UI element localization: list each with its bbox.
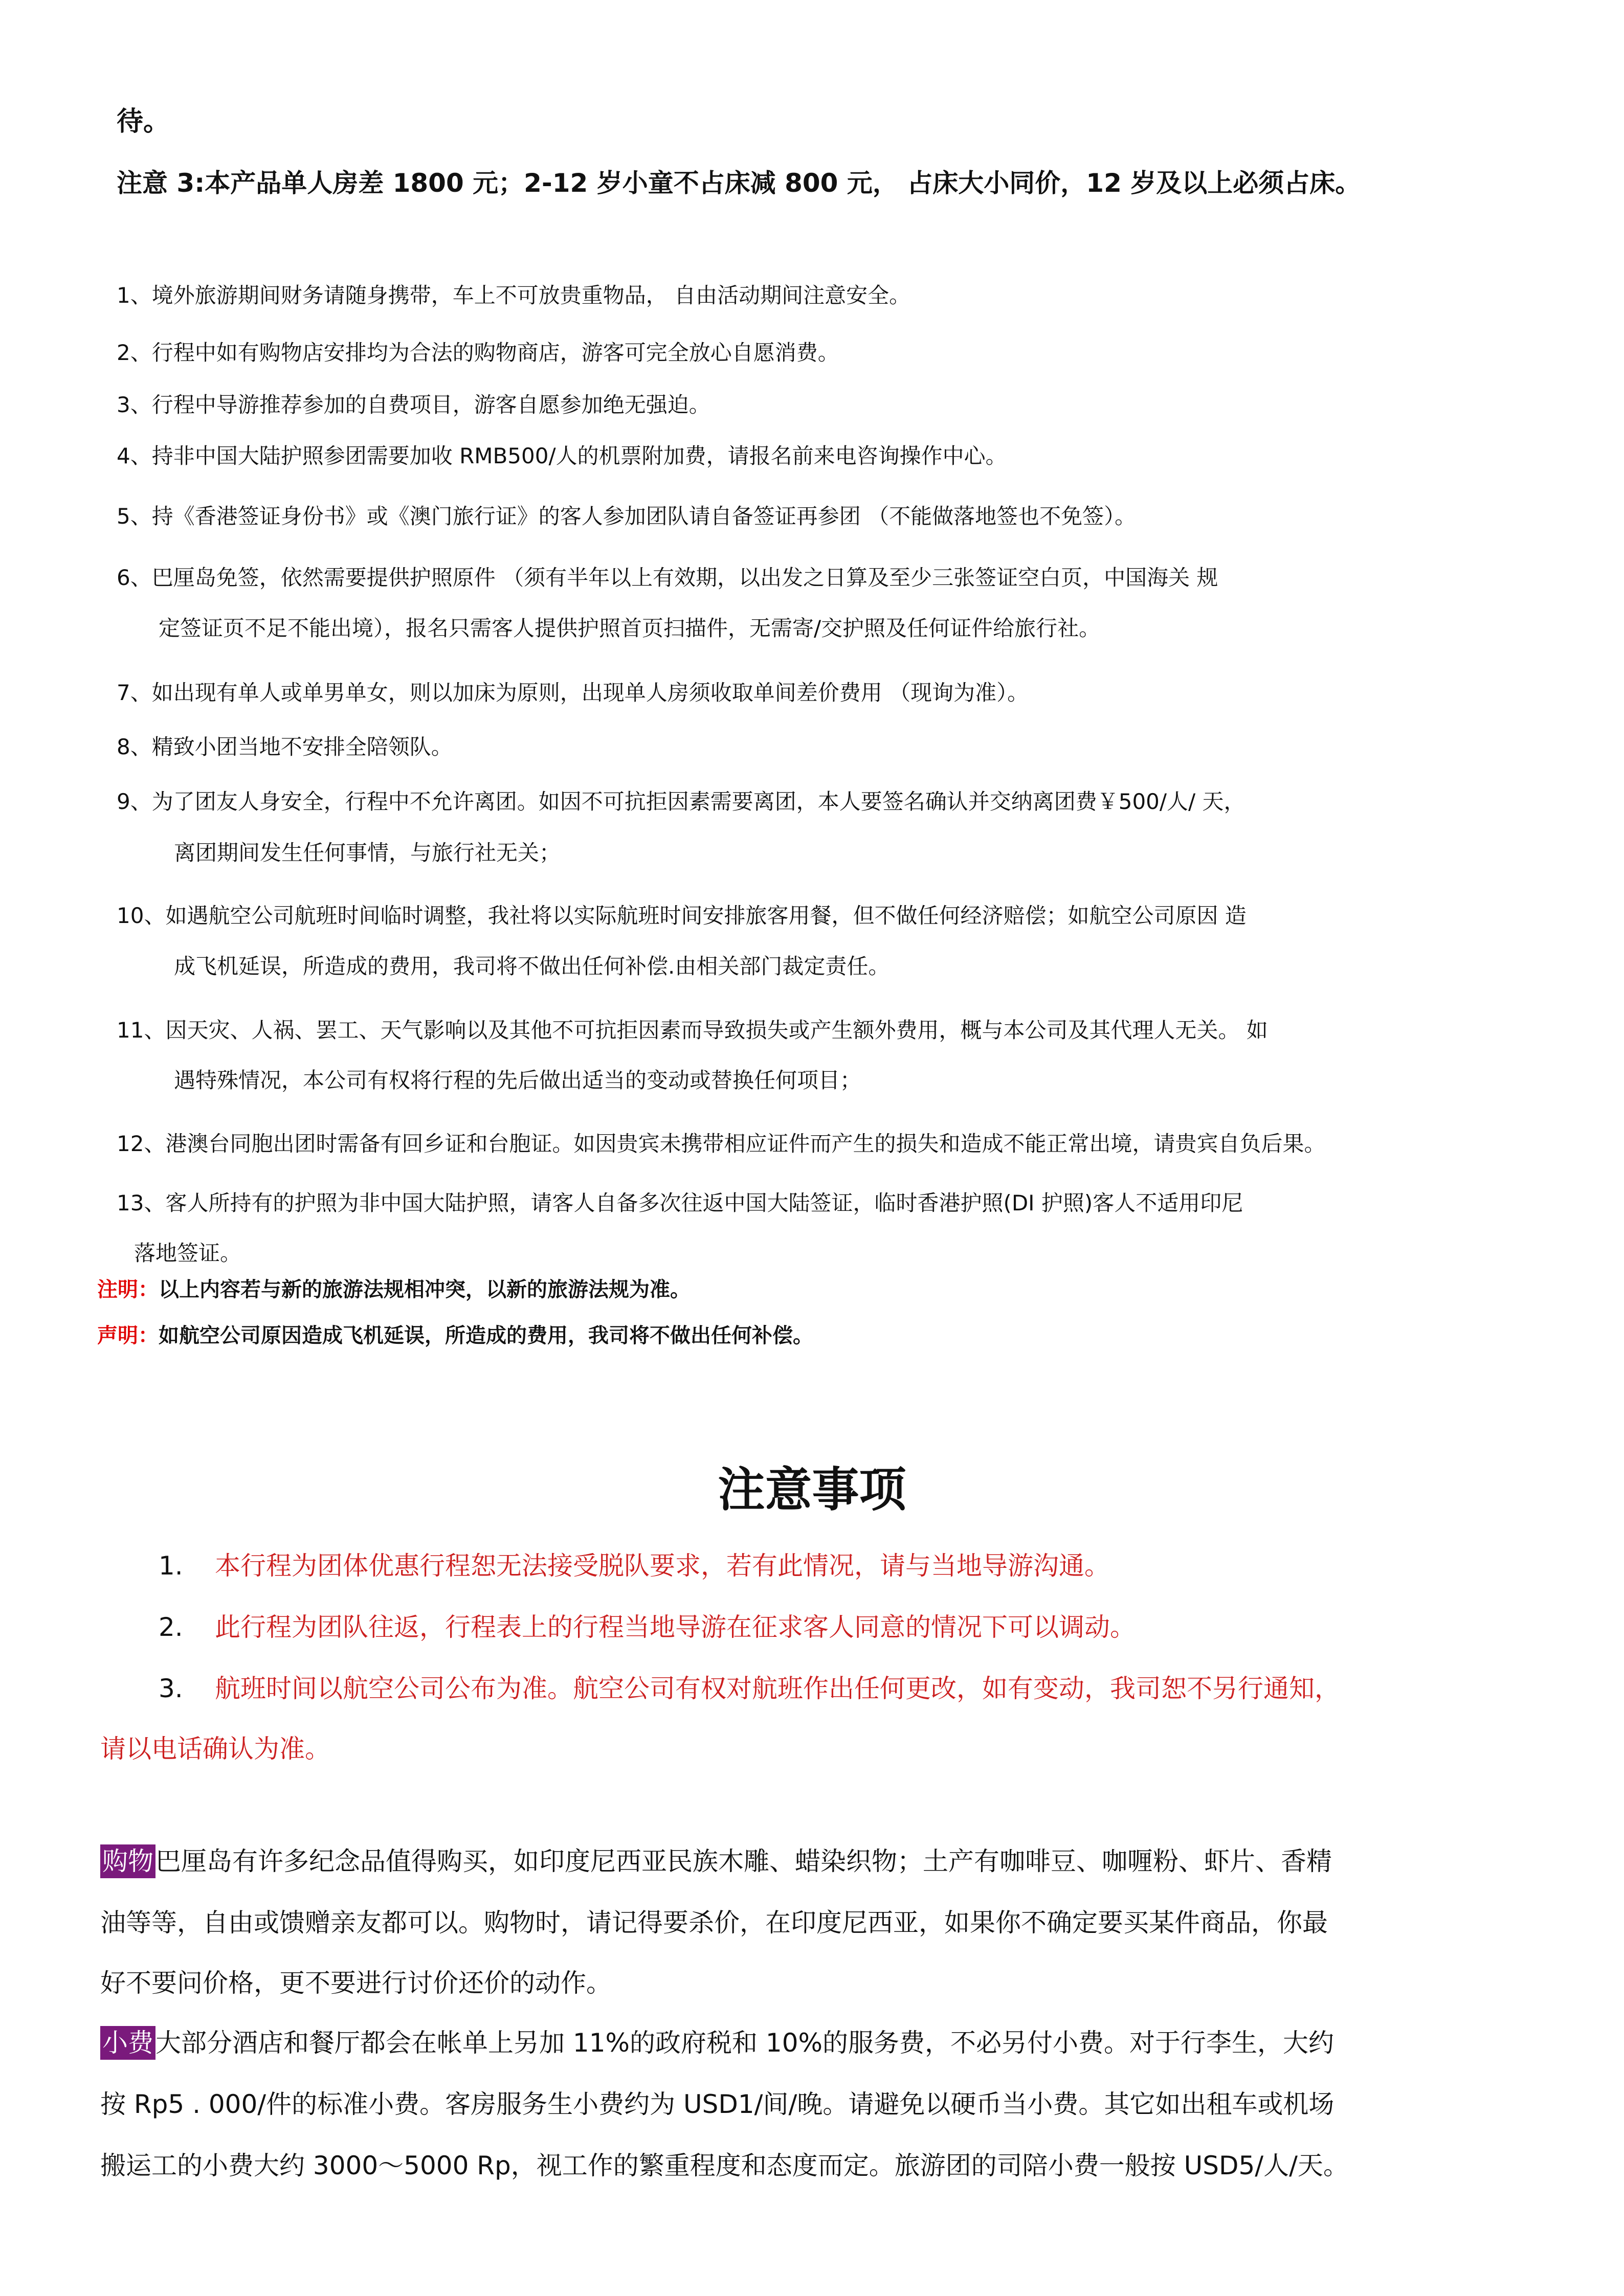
notice-item-1 bbox=[159, 1545, 1110, 1582]
tip-item-9-cont: 离团期间发生任何事情，与旅行社无关； bbox=[174, 840, 561, 865]
tip-item-9: 9、为了团友人身安全，行程中不允许离团。如因不可抗拒因素需要离团，本人要签名确认并交纳离团费￥500/人/ 天， bbox=[117, 789, 1245, 814]
remark-statement-label: 声明： bbox=[97, 1324, 159, 1347]
remark-note-label: 注明： bbox=[97, 1278, 159, 1301]
notice-item-2 bbox=[159, 1607, 1136, 1644]
tip-item-13: 13、客人所持有的护照为非中国大陆护照，请客人自备多次往返中国大陆签证，临时香港护照(DI 护照)客人不适用印尼 bbox=[117, 1190, 1243, 1215]
notice-wait-text: 待。 bbox=[117, 106, 170, 137]
tipping-line-3: 搬运工的小费大约 3000～5000 Rp，视工作的繁重程度和态度而定。旅游团的司陪小费一般按 USD5/人/天。 bbox=[100, 2151, 1349, 2180]
shopping-line-1 bbox=[100, 1841, 1332, 1878]
tip-item-11-cont: 遇特殊情况，本公司有权将行程的先后做出适当的变动或替换任何项目； bbox=[174, 1068, 862, 1093]
tipping-text-1: 大部分酒店和餐厅都会在帐单上另加 11%的政府税和 10%的服务费，不必另付小费。对于行李生，大约 bbox=[155, 2028, 1334, 2058]
notice-item-1-text: 本行程为团体优惠行程恕无法接受脱队要求，若有此情况，请与当地导游沟通。 bbox=[215, 1551, 1110, 1581]
remark-note-text: 以上内容若与新的旅游法规相冲突，以新的旅游法规为准。 bbox=[159, 1278, 691, 1301]
shopping-tag: 购物 bbox=[100, 1844, 155, 1878]
tip-item-5: 5、持《香港签证身份书》或《澳门旅行证》的客人参加团队请自备签证再参团 （不能做落地签也不免签）。 bbox=[117, 504, 1137, 529]
tipping-line-1 bbox=[100, 2022, 1334, 2059]
notice-item-3-num: 3. bbox=[159, 1674, 183, 1703]
tip-item-6-cont: 定签证页不足不能出境），报名只需客人提供护照首页扫描件，无需寄/交护照及任何证件给旅行社。 bbox=[159, 616, 1101, 641]
tip-item-7: 7、如出现有单人或单男单女，则以加床为原则，出现单人房须收取单间差价费用 （现询为准）。 bbox=[117, 680, 1029, 705]
shopping-line-3: 好不要问价格，更不要进行讨价还价的动作。 bbox=[100, 1968, 612, 1998]
tip-item-10: 10、如遇航空公司航班时间临时调整，我社将以实际航班时间安排旅客用餐，但不做任何经济赔偿；如航空公司原因 造 bbox=[117, 903, 1247, 928]
tip-item-13-cont: 落地签证。 bbox=[134, 1241, 242, 1266]
tip-item-1: 1、境外旅游期间财务请随身携带，车上不可放贵重物品， 自由活动期间注意安全。 bbox=[117, 283, 911, 308]
remark-statement-text: 如航空公司原因造成飞机延误，所造成的费用，我司将不做出任何补偿。 bbox=[159, 1324, 813, 1347]
notice-item-1-num: 1. bbox=[159, 1551, 183, 1581]
remark-statement bbox=[97, 1319, 813, 1348]
notice-item-2-num: 2. bbox=[159, 1612, 183, 1642]
tip-item-6: 6、巴厘岛免签，依然需要提供护照原件 （须有半年以上有效期，以出发之日算及至少三张签证空白页，中国海关 规 bbox=[117, 565, 1218, 590]
tip-item-11: 11、因天灾、人祸、罢工、天气影响以及其他不可抗拒因素而导致损失或产生额外费用，概与本公司及其代理人无关。 如 bbox=[117, 1018, 1268, 1043]
tip-item-10-cont: 成飞机延误，所造成的费用，我司将不做出任何补偿.由相关部门裁定责任。 bbox=[174, 954, 890, 979]
notice-item-3 bbox=[159, 1668, 1340, 1705]
notice-item-3-text: 航班时间以航空公司公布为准。航空公司有权对航班作出任何更改，如有变动，我司恕不另行通知， bbox=[215, 1674, 1340, 1703]
tip-item-8: 8、精致小团当地不安排全陪领队。 bbox=[117, 734, 453, 759]
notice-item-2-text: 此行程为团队往返，行程表上的行程当地导游在征求客人同意的情况下可以调动。 bbox=[215, 1612, 1136, 1642]
tip-item-2: 2、行程中如有购物店安排均为合法的购物商店，游客可完全放心自愿消费。 bbox=[117, 340, 839, 365]
notice-3-room-price: 注意 3:本产品单人房差 1800 元；2-12 岁小童不占床减 800 元， 占床大小同价，12 岁及以上必须占床。 bbox=[117, 168, 1361, 198]
shopping-line-2: 油等等，自由或馈赠亲友都可以。购物时，请记得要杀价，在印度尼西亚，如果你不确定要买某件商品，你最 bbox=[100, 1908, 1328, 1938]
page-title: 注意事项 bbox=[718, 1462, 906, 1517]
remark-note bbox=[97, 1273, 691, 1302]
notice-item-3-cont: 请以电话确认为准。 bbox=[100, 1734, 330, 1764]
tip-item-4: 4、持非中国大陆护照参团需要加收 RMB500/人的机票附加费，请报名前来电咨询操作中心。 bbox=[117, 443, 1007, 468]
tipping-tag: 小费 bbox=[100, 2026, 155, 2060]
tip-item-3: 3、行程中导游推荐参加的自费项目，游客自愿参加绝无强迫。 bbox=[117, 392, 710, 417]
shopping-text-1: 巴厘岛有许多纪念品值得购买，如印度尼西亚民族木雕、蜡染织物；土产有咖啡豆、咖喱粉、虾片、香精 bbox=[155, 1847, 1332, 1876]
tipping-line-2: 按 Rp5 . 000/件的标准小费。客房服务生小费约为 USD1/间/晚。请避免以硬币当小费。其它如出租车或机场 bbox=[100, 2089, 1334, 2119]
tip-item-12: 12、港澳台同胞出团时需备有回乡证和台胞证。如因贵宾未携带相应证件而产生的损失和造成不能正常出境，请贵宾自负后果。 bbox=[117, 1131, 1326, 1156]
